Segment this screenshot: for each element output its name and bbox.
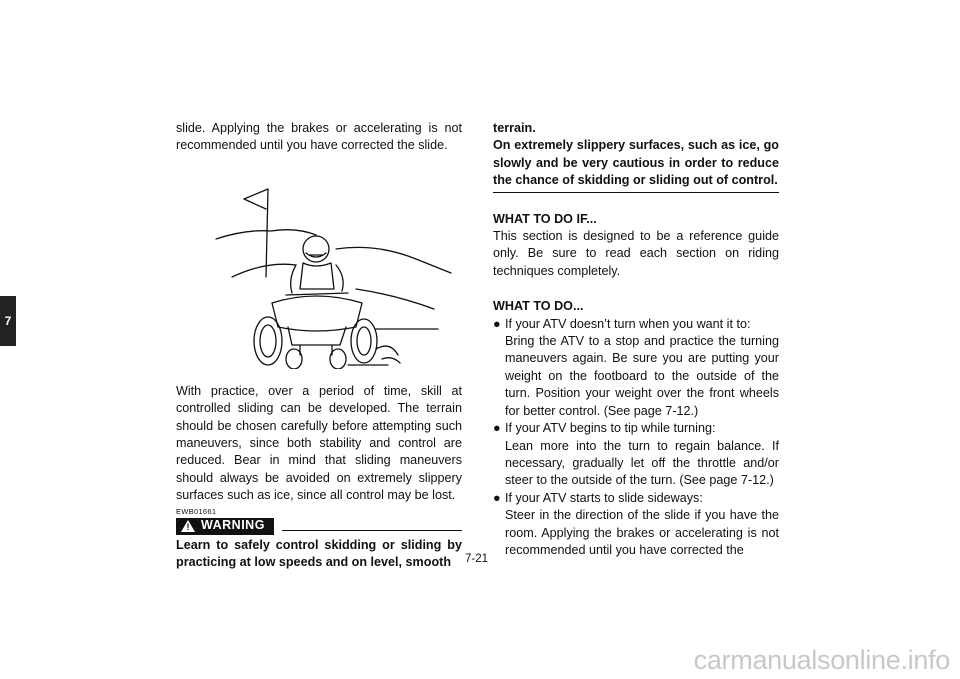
warning-rule xyxy=(282,530,462,531)
list-item xyxy=(493,490,779,560)
bullet-icon: ● xyxy=(493,490,501,505)
warning-label: WARNING xyxy=(201,518,265,533)
watermark: carmanualsonline.info xyxy=(693,645,950,675)
warning-badge xyxy=(176,518,274,535)
left-column xyxy=(176,120,462,571)
warning-code: EWB01661 xyxy=(176,506,217,516)
list-item-text: Lean more into the turn to regain balance. If necessary, gradually let off the throttle and/or steer to the outside of the turn. (See page 7-12.) xyxy=(505,438,779,488)
left-paragraph-2: With practice, over a period of time, skill at controlled sliding can be developed. The terrain should be chosen carefully before attempting such maneuvers, since both stability and control are reduced. Bear in mind that sliding maneuvers should always be avoided on extremely slippery surfaces such as ice, since all control may be lost. xyxy=(176,383,462,503)
warning-header xyxy=(176,518,462,535)
atv-sliding-drawing xyxy=(176,169,462,369)
warning-end-rule xyxy=(493,192,779,193)
warning-text: Learn to safely control skidding or sliding by practicing at low speeds and on level, smooth xyxy=(176,537,462,570)
list-item-title: If your ATV starts to slide sideways: xyxy=(505,490,703,505)
left-paragraph-1: slide. Applying the brakes or accelerating is not recommended until you have corrected the slide. xyxy=(176,121,462,153)
page-number: 7-21 xyxy=(465,553,489,565)
what-to-do-list xyxy=(493,316,779,560)
list-item-text: Bring the ATV to a stop and practice the turning maneuvers again. Be sure you are putting your weight on the footboard to the outside of the turn. Position your weight over the front wheels for better control. (See page 7-12.) xyxy=(505,334,779,418)
section-heading-what-to-do-if: WHAT TO DO IF... xyxy=(493,211,597,226)
warning-triangle-icon: ! xyxy=(181,520,195,532)
section-heading-what-to-do: WHAT TO DO... xyxy=(493,299,584,314)
list-item-title: If your ATV doesn’t turn when you want it to: xyxy=(505,316,751,331)
list-item xyxy=(493,316,779,420)
list-item-text: Steer in the direction of the slide if you have the room. Applying the brakes or accelerating is not recommended until you have corrected the xyxy=(505,508,779,557)
section-intro: This section is designed to be a reference guide only. Be sure to read each section on riding techniques completely. xyxy=(493,229,779,278)
bullet-icon: ● xyxy=(493,316,501,331)
chapter-tab: 7 xyxy=(0,296,16,346)
bullet-icon: ● xyxy=(493,421,501,436)
warning-continued: terrain. On extremely slippery surfaces, such as ice, go slowly and be very cautious in order to reduce the chance of skidding or sliding out of control. xyxy=(493,121,779,188)
list-item xyxy=(493,420,779,490)
right-column xyxy=(493,120,779,559)
list-item-title: If your ATV begins to tip while turning: xyxy=(505,421,716,436)
atv-rider-illustration xyxy=(176,169,462,369)
